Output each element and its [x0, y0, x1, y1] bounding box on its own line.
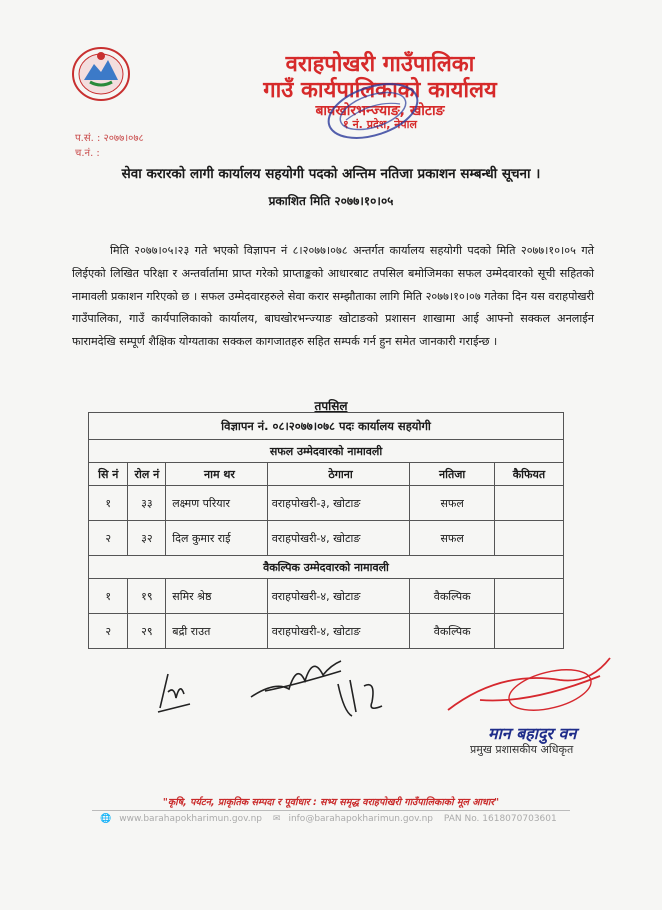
success-heading-row — [89, 440, 564, 463]
table-title-row — [89, 413, 564, 440]
official-stamp-icon — [318, 80, 428, 142]
col-remarks: कैफियत — [494, 463, 563, 486]
header-office-name: गाउँ कार्यपालिकाको कार्यालय — [263, 78, 497, 103]
mail-icon: ✉ — [272, 814, 281, 824]
footer-website: www.barahapokharimun.gov.np — [119, 814, 263, 824]
nepal-emblem-icon — [70, 44, 132, 102]
cell-remarks — [494, 579, 563, 614]
results-table — [88, 412, 564, 649]
globe-icon: 🌐 — [100, 814, 112, 824]
table-row — [89, 579, 564, 614]
cell-result: वैकल्पिक — [410, 579, 494, 614]
header-location: बाघखोरभन्ज्याङ, खोटाङ — [315, 103, 445, 119]
cell-remarks — [494, 521, 563, 556]
published-date: प्रकाशित मिति २०७७।१०।०५ — [268, 194, 394, 208]
cell-roll: २९ — [128, 614, 166, 649]
cell-serial: १ — [89, 579, 128, 614]
details-heading: तपसिल — [314, 399, 348, 413]
officer-title: प्रमुख प्रशासकीय अधिकृत — [470, 743, 574, 756]
reference-number: प.सं. : २०७७।०७८ — [75, 133, 144, 144]
cell-name: समिर श्रेष्ठ — [166, 579, 267, 614]
officer-signature-icon — [440, 640, 620, 730]
col-address: ठेगाना — [267, 463, 410, 486]
alternate-list-heading: वैकल्पिक उम्मेदवारको नामावली — [89, 556, 564, 579]
cell-name: दिल कुमार राई — [166, 521, 267, 556]
col-result: नतिजा — [410, 463, 494, 486]
column-header-row — [89, 463, 564, 486]
table-row — [89, 486, 564, 521]
cell-roll: ३३ — [128, 486, 166, 521]
col-serial: सि नं — [89, 463, 128, 486]
cell-result: सफल — [410, 521, 494, 556]
cell-address: वराहपोखरी-४, खोटाङ — [267, 579, 410, 614]
header-municipality-name: वराहपोखरी गाउँपालिका — [285, 52, 475, 77]
footer-email: info@barahapokharimun.gov.np — [288, 814, 433, 824]
cell-roll: ३२ — [128, 521, 166, 556]
cell-serial: २ — [89, 614, 128, 649]
advertisement-title: विज्ञापन नं. ०८।२०७७।०७८ पदः कार्यालय सहयोगी — [89, 413, 564, 440]
dispatch-number: च.नं. : — [75, 148, 100, 159]
alternate-heading-row — [89, 556, 564, 579]
table-row — [89, 521, 564, 556]
cell-address: वराहपोखरी-४, खोटाङ — [267, 614, 410, 649]
cell-address: वराहपोखरी-३, खोटाङ — [267, 486, 410, 521]
cell-name: लक्ष्मण परियार — [166, 486, 267, 521]
cell-serial: २ — [89, 521, 128, 556]
cell-result: वैकल्पिक — [410, 614, 494, 649]
footer-divider — [92, 810, 570, 811]
signature-1-icon — [150, 668, 200, 718]
header-province: १ नं. प्रदेश, नेपाल — [343, 118, 417, 131]
footer-contact — [100, 814, 565, 824]
cell-result: सफल — [410, 486, 494, 521]
cell-remarks — [494, 486, 563, 521]
municipality-slogan: "कृषि, पर्यटन, प्राकृतिक सम्पदा र पूर्वाधार : सभ्य समृद्ध वराहपोखरी गाउँपालिकाको मूल आधार" — [162, 797, 500, 808]
footer-pan: PAN No. 1618070703601 — [443, 814, 557, 824]
cell-address: वराहपोखरी-४, खोटाङ — [267, 521, 410, 556]
cell-name: बद्री राउत — [166, 614, 267, 649]
officer-name-stamp: मान बहादुर वन — [488, 724, 577, 743]
col-roll: रोल नं — [128, 463, 166, 486]
cell-serial: १ — [89, 486, 128, 521]
notice-body — [72, 240, 594, 354]
col-name: नाम थर — [166, 463, 267, 486]
signature-3-icon — [332, 672, 392, 724]
success-list-heading: सफल उम्मेदवारको नामावली — [89, 440, 564, 463]
notice-body-paragraph: मिति २०७७।०५।२३ गते भएको विज्ञापन नं ८।२०७७।०७८ अन्तर्गत कार्यालय सहयोगी पदको मिति २०७७।१०।०५ गते लिईएको लिखित परिक्षा र अन्तर्वार्तामा प्राप्त गरेको प्राप्ताङ्कको आधारबाट तपसिल बमोजिमका सफल उम्मेदवारको सूची सहितको नामावली प्रकाशन गरिएको छ । सफल उम्मेदवारहरुले सेवा करार सम्झौताका लागि मिति २०७७।१०।०७ गतेका दिन यस वराहपोखरी गाउँपालिका, गाउँ कार्यपालिकाको कार्यालय, बाघखोरभन्ज्याङ खोटाङको प्रशासन शाखामा आई आफ्नो सक्कल अनलाईन फारामदेखि सम्पूर्ण शैक्षिक योग्यताका सक्कल कागजातहरु सहित सम्पर्क गर्न हुन समेत जानकारी गराईन्छ । — [72, 244, 594, 349]
cell-roll: १९ — [128, 579, 166, 614]
notice-subject: सेवा करारको लागी कार्यालय सहयोगी पदको अन्तिम नतिजा प्रकाशन सम्बन्धी सूचना । — [121, 166, 541, 182]
